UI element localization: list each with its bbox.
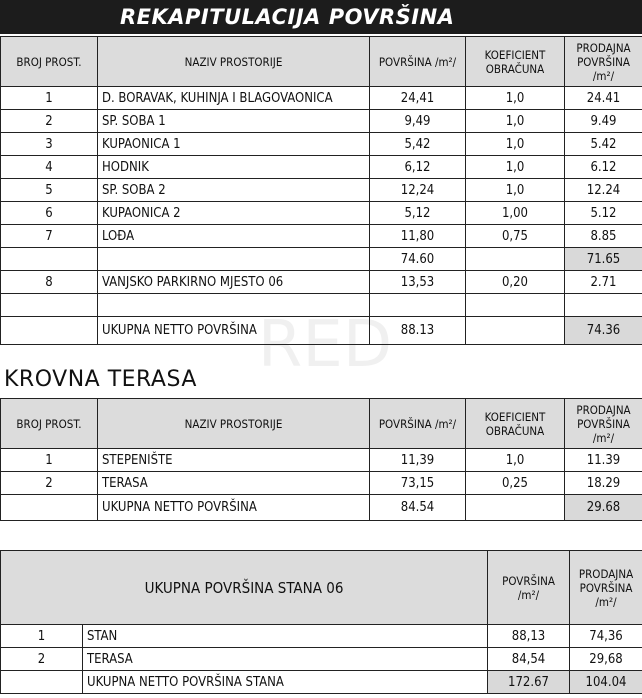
total-label: UKUPNA NETTO POVRŠINA STANA (83, 671, 488, 694)
cell-area: 9,49 (370, 110, 466, 133)
cell-empty (565, 294, 642, 317)
cell-coef: 0,20 (466, 271, 565, 294)
table-row (1, 472, 642, 495)
table-row (1, 133, 642, 156)
cell-name: D. BORAVAK, KUHINJA I BLAGOVAONICA (98, 87, 370, 110)
cell-empty (466, 317, 565, 345)
roof-terrace-table (0, 398, 642, 521)
cell-sale: 2.71 (565, 271, 642, 294)
cell-name: SP. SOBA 2 (98, 179, 370, 202)
cell-name: STEPENIŠTE (98, 449, 370, 472)
total-label: UKUPNA NETTO POVRŠINA (98, 317, 370, 345)
cell-no: 5 (1, 179, 98, 202)
cell-sale: 5.12 (565, 202, 642, 225)
total-area: 88.13 (370, 317, 466, 345)
total-area: 172.67 (488, 671, 570, 694)
cell-empty (98, 248, 370, 271)
cell-empty (1, 248, 98, 271)
total-row (1, 495, 642, 521)
cell-name: LOĐA (98, 225, 370, 248)
cell-no: 4 (1, 156, 98, 179)
total-sale: 74.36 (565, 317, 642, 345)
cell-coef: 1,0 (466, 179, 565, 202)
cell-coef: 0,75 (466, 225, 565, 248)
cell-name: VANJSKO PARKIRNO MJESTO 06 (98, 271, 370, 294)
total-row (1, 317, 642, 345)
total-sale: 29.68 (565, 495, 642, 521)
header-povrsina: POVRŠINA /m²/ (370, 37, 466, 87)
table-row (1, 449, 642, 472)
empty-row (1, 294, 642, 317)
cell-empty (1, 317, 98, 345)
header-ukupna-povrsina-stana: UKUPNA POVRŠINA STANA 06 (1, 551, 488, 625)
cell-sale: 74,36 (570, 625, 642, 648)
cell-sale: 12.24 (565, 179, 642, 202)
table-row (1, 271, 642, 294)
cell-sale: 24.41 (565, 87, 642, 110)
cell-coef: 1,0 (466, 110, 565, 133)
header-prodajna: PRODAJNA POVRŠINA /m²/ (565, 37, 642, 87)
header-naziv: NAZIV PROSTORIJE (98, 399, 370, 449)
cell-sale: 6.12 (565, 156, 642, 179)
subtotal-area: 74.60 (370, 248, 466, 271)
table-row (1, 225, 642, 248)
cell-name: STAN (83, 625, 488, 648)
table-row (1, 625, 642, 648)
cell-empty (1, 671, 83, 694)
subtotal-sale: 71.65 (565, 248, 642, 271)
cell-area: 73,15 (370, 472, 466, 495)
watermark-logo: RED (257, 308, 393, 382)
cell-coef: 0,25 (466, 472, 565, 495)
cell-coef: 1,0 (466, 87, 565, 110)
total-label: UKUPNA NETTO POVRŠINA (98, 495, 370, 521)
header-naziv: NAZIV PROSTORIJE (98, 37, 370, 87)
cell-name: KUPAONICA 2 (98, 202, 370, 225)
table-row (1, 110, 642, 133)
table-row (1, 202, 642, 225)
cell-sale: 29,68 (570, 648, 642, 671)
cell-area: 84,54 (488, 648, 570, 671)
section-title-krovna-terasa: KROVNA TERASA (4, 367, 197, 392)
cell-no: 3 (1, 133, 98, 156)
total-area: 84.54 (370, 495, 466, 521)
total-sale: 104.04 (570, 671, 642, 694)
cell-empty (370, 294, 466, 317)
cell-sale: 18.29 (565, 472, 642, 495)
cell-area: 24,41 (370, 87, 466, 110)
cell-area: 6,12 (370, 156, 466, 179)
cell-no: 2 (1, 472, 98, 495)
cell-coef: 1,0 (466, 133, 565, 156)
cell-no: 7 (1, 225, 98, 248)
cell-empty (466, 248, 565, 271)
cell-name: KUPAONICA 1 (98, 133, 370, 156)
cell-no: 1 (1, 449, 98, 472)
cell-sale: 11.39 (565, 449, 642, 472)
header-broj: BROJ PROST. (1, 399, 98, 449)
table-row (1, 179, 642, 202)
cell-name: HODNIK (98, 156, 370, 179)
cell-no: 8 (1, 271, 98, 294)
cell-no: 1 (1, 625, 83, 648)
cell-no: 1 (1, 87, 98, 110)
cell-coef: 1,0 (466, 449, 565, 472)
cell-empty (1, 495, 98, 521)
cell-name: TERASA (98, 472, 370, 495)
cell-area: 5,42 (370, 133, 466, 156)
recap-table (0, 36, 642, 345)
header-povrsina: POVRŠINA /m²/ (370, 399, 466, 449)
header-prodajna: PRODAJNA POVRŠINA /m²/ (570, 551, 642, 625)
header-koef: KOEFICIENT OBRAČUNA (466, 399, 565, 449)
apartment-total-table (0, 550, 642, 694)
cell-area: 11,80 (370, 225, 466, 248)
cell-no: 6 (1, 202, 98, 225)
table-header-row (1, 399, 642, 449)
subtotal-row (1, 248, 642, 271)
total-row (1, 671, 642, 694)
cell-area: 5,12 (370, 202, 466, 225)
cell-no: 2 (1, 110, 98, 133)
header-broj: BROJ PROST. (1, 37, 98, 87)
header-povrsina: POVRŠINA /m²/ (488, 551, 570, 625)
table-row (1, 648, 642, 671)
table-header-row (1, 37, 642, 87)
header-koef: KOEFICIENT OBRAČUNA (466, 37, 565, 87)
cell-area: 11,39 (370, 449, 466, 472)
cell-sale: 5.42 (565, 133, 642, 156)
cell-empty (1, 294, 98, 317)
cell-empty (466, 294, 565, 317)
cell-empty (466, 495, 565, 521)
cell-area: 12,24 (370, 179, 466, 202)
cell-sale: 8.85 (565, 225, 642, 248)
table-row (1, 87, 642, 110)
table-row (1, 156, 642, 179)
cell-coef: 1,00 (466, 202, 565, 225)
cell-sale: 9.49 (565, 110, 642, 133)
page-title: REKAPITULACIJA POVRŠINA (0, 0, 642, 34)
cell-area: 88,13 (488, 625, 570, 648)
cell-name: SP. SOBA 1 (98, 110, 370, 133)
table-header-row (1, 551, 642, 625)
cell-area: 13,53 (370, 271, 466, 294)
cell-name: TERASA (83, 648, 488, 671)
cell-coef: 1,0 (466, 156, 565, 179)
cell-no: 2 (1, 648, 83, 671)
cell-empty (98, 294, 370, 317)
header-prodajna: PRODAJNA POVRŠINA /m²/ (565, 399, 642, 449)
